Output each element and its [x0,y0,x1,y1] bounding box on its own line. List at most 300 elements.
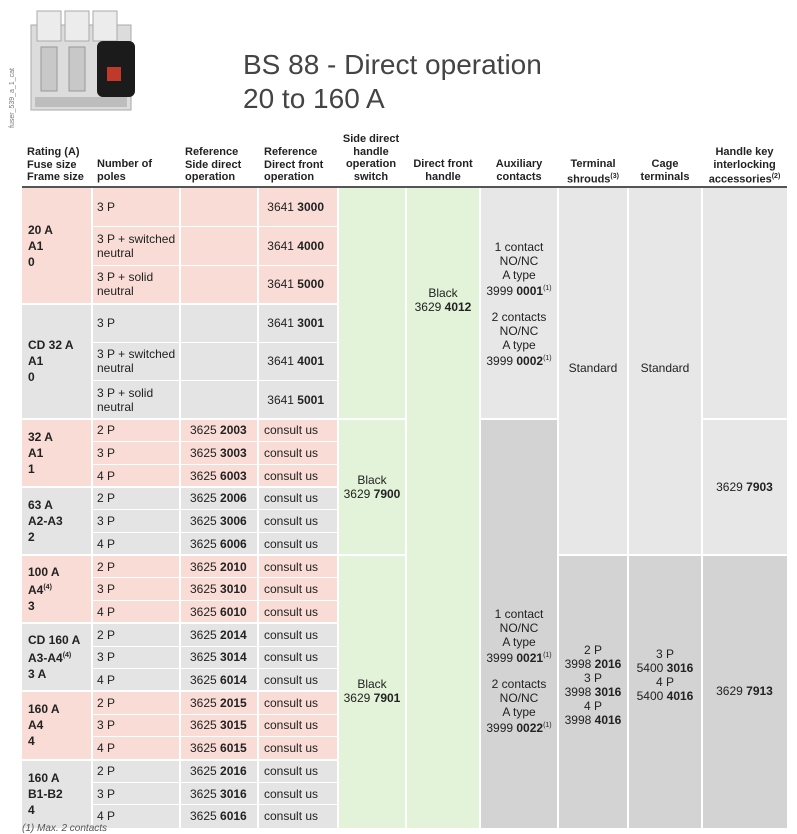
row-divider [92,646,338,647]
aux-line: 1 contact [494,607,544,622]
ref-prefix: 3625 [190,809,221,824]
row-divider [92,804,338,805]
poles-value: 3 P + switched neutral [97,347,176,376]
aux-line: 2 contacts [491,677,547,692]
consult-us: consult us [264,582,319,597]
aux-line: NO/NC [499,621,539,636]
column-divider [337,188,339,828]
ref-front-text [258,265,338,304]
ref-prefix: 3625 [190,741,221,756]
poles-text [92,487,180,510]
aux-1-text [480,188,558,419]
ref-prefix: 3641 [267,392,298,407]
column-divider [701,188,703,828]
ref-side-text [180,510,258,533]
row-divider [92,342,338,343]
consult-us: consult us [264,604,319,619]
rating-line: A1 [28,446,44,461]
consult-us: consult us [264,741,319,756]
rating-text [22,188,92,304]
ref-code: 0022 [516,721,544,736]
consult-us: consult us [264,809,319,824]
row-divider [92,736,338,737]
shrouds-2-text [558,625,628,745]
ref-side-text [180,533,258,556]
poles-value: 3 P [97,446,116,461]
ref-code: 3001 [297,315,324,330]
aux-line: A type [502,705,536,720]
cage-2-text [628,625,702,725]
ref-code: 3010 [220,582,247,597]
row-divider [92,509,338,510]
ref-code: 0021 [516,651,544,666]
ref-front-text [258,714,338,737]
pole-count: 4 P [655,675,674,690]
ref-code: 4012 [444,300,472,314]
ref-prefix: 3625 [190,423,221,438]
row-divider [92,441,338,442]
poles-text [92,760,180,783]
consult-us: consult us [264,650,319,665]
ref-code: 6003 [220,468,247,483]
row-divider [92,600,338,601]
poles-text [92,669,180,692]
block-divider [338,554,406,556]
poles-value: 3 P [97,718,116,733]
ref-side-text [180,487,258,510]
rating-line: 160 A [28,770,60,785]
ref-prefix: 3999 [486,721,517,736]
rating-line: 4 [28,734,35,749]
ref-code: 3016 [220,786,247,801]
consult-us: consult us [264,423,319,438]
side-switch-2-text [338,419,406,555]
poles-value: 2 P [97,627,116,642]
ref-front-text [258,304,338,343]
poles-value: 4 P [97,673,116,688]
poles-value: 3 P + solid neutral [97,385,154,414]
footnote-ref: (1) [543,284,552,292]
ref-prefix: 3998 [564,657,595,672]
header-cage: Cage terminals [640,158,690,183]
poles-value: 2 P [97,695,116,710]
ref-code: 4016 [666,689,694,704]
column-divider [91,188,93,828]
ref-code: 2015 [220,695,247,710]
poles-text [92,188,180,227]
ref-prefix: 3641 [267,200,298,215]
image-caption: fuser_539_a_1_cat [9,68,16,128]
ref-code: 5001 [297,392,324,407]
poles-text [92,623,180,646]
poles-text [92,510,180,533]
ref-side-text [180,601,258,624]
ref-code: 5000 [297,277,324,292]
rating-text [22,691,92,759]
ref-prefix: 3625 [190,673,221,688]
ref-side-text [180,623,258,646]
ref-prefix: 3999 [486,353,517,368]
poles-text [92,442,180,465]
row-divider [92,226,338,227]
ref-code: 6016 [220,809,247,824]
ref-front-text [258,805,338,828]
rating-line: 63 A [28,498,53,513]
interlock-1-text [702,419,787,555]
ref-prefix: 3625 [190,536,221,551]
rating-line: B1-B2 [28,786,63,801]
consult-us: consult us [264,468,319,483]
handle-color: Black [357,677,387,692]
ref-prefix: 3629 [343,487,374,502]
ref-code: 3006 [220,514,247,529]
ref-front-text [258,464,338,487]
ref-side-text [180,419,258,442]
poles-value: 2 P [97,559,116,574]
ref-side-text [180,442,258,465]
cage-1-text [628,308,702,428]
ref-code: 4000 [297,238,324,253]
ref-front-text [258,188,338,227]
ref-code: 3016 [594,685,622,700]
block-divider [702,554,787,556]
poles-value: 4 P [97,809,116,824]
ref-prefix: 3629 [716,480,747,495]
rating-line: 3 [28,599,35,614]
ref-front-text [258,782,338,805]
header-poles: Number of poles [97,158,152,183]
ref-prefix: 3998 [564,685,595,700]
ref-side-text [180,737,258,760]
consult-us: consult us [264,514,319,529]
poles-value: 4 P [97,536,116,551]
ref-prefix: 3999 [486,651,517,666]
block-divider [480,418,558,420]
rating-text [22,419,92,487]
aux-line: NO/NC [499,323,539,338]
ref-prefix: 3625 [190,650,221,665]
footnote-ref: (1) [543,652,552,660]
ref-code: 3016 [666,661,694,676]
ref-code: 3014 [220,650,247,665]
side-switch-cell-1 [338,188,406,419]
poles-value: 2 P [97,491,116,506]
header-ref-front: Reference Direct front operation [264,146,324,183]
rating-line: 1 [28,462,35,477]
rating-line: A4 [28,718,44,733]
ref-prefix: 3625 [190,695,221,710]
rating-text [22,623,92,691]
poles-text [92,601,180,624]
ref-code: 6006 [220,536,247,551]
standard-label: Standard [640,361,690,375]
ref-side-text [180,188,258,227]
row-divider [92,714,338,715]
ref-code: 4001 [297,354,324,369]
block-divider [558,554,702,556]
row-divider [92,532,338,533]
ref-front-text [258,342,338,381]
interlock-2-text [702,555,787,827]
ref-code: 2014 [220,627,247,642]
ref-front-text [258,646,338,669]
poles-value: 4 P [97,741,116,756]
aux-line: A type [502,635,536,650]
header-front-handle: Direct front handle [413,158,473,183]
ref-prefix: 3998 [564,713,595,728]
aux-line: A type [502,337,536,352]
pole-count: 3 P [655,647,674,662]
ref-prefix: 3641 [267,354,298,369]
ref-side-text [180,805,258,828]
rating-line: 20 A [28,222,53,237]
ref-prefix: 3625 [190,786,221,801]
row-divider [92,380,338,381]
rating-text [22,555,92,623]
ref-front-text [258,737,338,760]
poles-value: 3 P [97,650,116,665]
rating-line: 2 [28,530,35,545]
column-divider [627,188,629,828]
aux-line: 2 contacts [491,309,547,324]
ref-front-text [258,578,338,601]
poles-value: 3 P + solid neutral [97,270,154,299]
ref-code: 2003 [220,423,247,438]
column-divider [257,188,259,828]
ref-prefix: 3641 [267,315,298,330]
poles-text [92,304,180,343]
ref-code: 3003 [220,446,247,461]
interlock-cell-0 [702,188,787,419]
ref-front-text [258,691,338,714]
poles-text [92,737,180,760]
block-divider [338,418,406,420]
ref-prefix: 3641 [267,238,298,253]
ref-prefix: 3625 [190,446,221,461]
aux-line: NO/NC [499,691,539,706]
rating-text [22,760,92,828]
poles-text [92,533,180,556]
rating-line: CD 160 A [28,633,81,648]
ref-side-text [180,646,258,669]
ref-front-text [258,760,338,783]
rating-line: 32 A [28,430,53,445]
header-shrouds: Terminal shrouds$^{(3)}$ [567,158,619,186]
ref-front-text [258,623,338,646]
ref-front-text [258,227,338,266]
side-switch-3-text [338,555,406,827]
poles-text [92,419,180,442]
ref-code: 4016 [594,713,622,728]
ref-prefix: 3625 [190,491,221,506]
ref-prefix: 3625 [190,514,221,529]
poles-text [92,646,180,669]
ref-prefix: 3625 [190,604,221,619]
column-divider [405,188,407,828]
column-divider [179,188,181,828]
poles-value: 3 P + switched neutral [97,231,176,260]
ref-code: 7901 [373,691,401,706]
ref-side-text [180,555,258,578]
handle-color: Black [428,286,458,300]
ref-code: 0002 [516,353,544,368]
aux-line: NO/NC [499,253,539,268]
handle-color: Black [357,473,387,488]
ref-code: 2010 [220,559,247,574]
ref-side-text [180,381,258,420]
consult-us: consult us [264,536,319,551]
ref-code: 6010 [220,604,247,619]
ref-prefix: 5400 [636,661,667,676]
ref-code: 6015 [220,741,247,756]
poles-text [92,714,180,737]
ref-side-text [180,578,258,601]
front-handle-text [406,188,480,419]
column-divider [479,188,481,828]
ref-prefix: 3629 [414,300,445,314]
poles-value: 4 P [97,604,116,619]
rating-line: A1 [28,238,44,253]
standard-label: Standard [568,361,618,375]
rating-line: A1 [28,354,44,369]
consult-us: consult us [264,673,319,688]
consult-us: consult us [264,718,319,733]
row-divider [92,265,338,266]
consult-us: consult us [264,627,319,642]
ref-code: 2016 [220,763,247,778]
ref-code: 7903 [746,480,773,495]
header-interlock: Handle key interlocking accessories$^{(2)}$ [708,146,781,186]
column-divider [557,188,559,828]
ref-prefix: 3625 [190,559,221,574]
rating-line: A2-A3 [28,514,63,529]
ref-front-text [258,442,338,465]
header-side-switch: Side direct handle operation switch [342,133,400,183]
poles-text [92,342,180,381]
ref-side-text [180,760,258,783]
poles-value: 3 P [97,200,116,215]
aux-line: 1 contact [494,239,544,254]
rating-line: A3-A4 [28,651,63,666]
poles-value: 3 P [97,582,116,597]
poles-value: 2 P [97,423,116,438]
ref-front-text [258,510,338,533]
consult-us: consult us [264,786,319,801]
rating-line: 0 [28,254,35,269]
poles-text [92,227,180,266]
consult-us: consult us [264,763,319,778]
ref-code: 0001 [516,283,544,298]
pole-count: 4 P [583,699,602,714]
poles-text [92,691,180,714]
ref-code: 3015 [220,718,247,733]
consult-us: consult us [264,491,319,506]
ref-side-text [180,342,258,381]
ref-code: 7900 [373,487,401,502]
ref-prefix: 3641 [267,277,298,292]
ref-prefix: 3625 [190,468,221,483]
consult-us: consult us [264,695,319,710]
ref-front-text [258,381,338,420]
header-ref-side: Reference Side direct operation [185,146,242,183]
shrouds-1-text [558,308,628,428]
page-title: BS 88 - Direct operation 20 to 160 A [243,49,542,114]
ref-code: 2006 [220,491,247,506]
header-rating: Rating (A) Fuse size Frame size [27,146,84,183]
poles-text [92,265,180,304]
ref-side-text [180,782,258,805]
poles-text [92,464,180,487]
ref-side-text [180,669,258,692]
rating-line: 3 A [28,667,47,682]
ref-side-text [180,464,258,487]
ref-side-text [180,691,258,714]
ref-front-text [258,669,338,692]
header-aux: Auxiliary contacts [495,158,543,183]
poles-value: 3 P [97,315,116,330]
ref-front-text [258,487,338,510]
ref-prefix: 3625 [190,763,221,778]
rating-line: CD 32 A [28,338,74,353]
rating-footnote-ref: (4) [62,652,72,660]
ref-prefix: 3625 [190,718,221,733]
poles-text [92,381,180,420]
rating-line: 0 [28,370,35,385]
rating-text [22,304,92,420]
poles-value: 3 P [97,514,116,529]
rating-line: 100 A [28,565,60,580]
poles-value: 3 P [97,786,116,801]
poles-text [92,555,180,578]
ref-front-text [258,601,338,624]
footnote-ref: (1) [543,722,552,730]
aux-2-text [480,555,558,787]
footnote: (1) Max. 2 contacts [22,823,108,834]
poles-text [92,578,180,601]
rating-footnote-ref: (4) [43,584,52,592]
consult-us: consult us [264,446,319,461]
ref-front-text [258,533,338,556]
ref-side-text [180,714,258,737]
ref-prefix: 3629 [343,691,374,706]
consult-us: consult us [264,559,319,574]
block-divider [702,418,787,420]
rating-line: A4 [28,583,44,598]
footnote-ref: (1) [543,354,552,362]
row-divider [92,782,338,783]
rating-line: 160 A [28,702,60,717]
ref-code: 7913 [746,684,773,699]
ref-prefix: 3625 [190,582,221,597]
ref-side-text [180,227,258,266]
ref-side-text [180,265,258,304]
ref-prefix: 3629 [716,684,747,699]
ref-prefix: 3625 [190,627,221,642]
pole-count: 3 P [583,671,602,686]
row-divider [92,668,338,669]
rating-text [22,487,92,555]
ref-code: 2016 [594,657,622,672]
product-photo [27,5,145,120]
rating-line: 4 [28,802,35,817]
poles-text [92,782,180,805]
ref-front-text [258,555,338,578]
pole-count: 2 P [583,643,602,658]
ref-prefix: 5400 [636,689,667,704]
aux-line: A type [502,267,536,282]
row-divider [92,577,338,578]
ref-prefix: 3999 [486,283,517,298]
